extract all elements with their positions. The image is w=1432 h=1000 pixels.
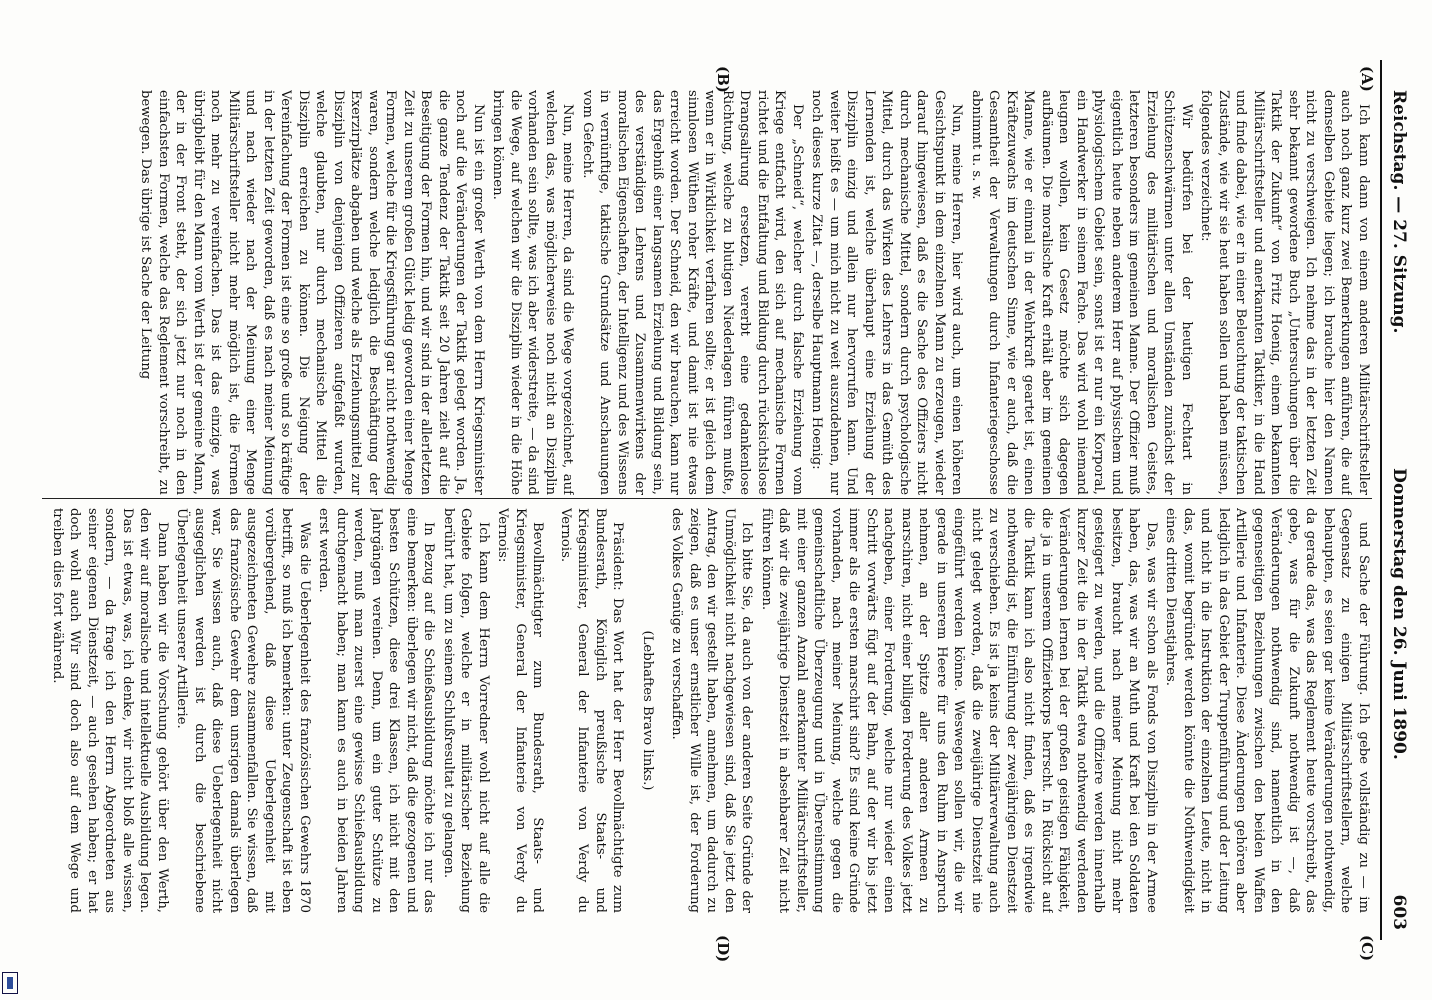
header-rule <box>1380 60 1382 940</box>
paragraph: und Sache der Führung. Ich gebe vollständig zu — im Gegensatz zu einigen Militärschriftstellern, welche behaupten, es seien gar keine Veränderungen nothwendig, da gerade das, was das Reglement heute vorschreibt, das gebe, was für die Zukunft nothwendig ist —, daß Veränderungen nothwendig sind, namentlich in den gegenseitigen Beziehungen zwischen den beiden Waffen Artillerie und Infanterie. Diese Änderungen gehören aber lediglich in das Gebiet der Truppenführung und der Leitung und nicht in die Instruktion der einzelnen Leute, nicht in das, womit begründet werden könnte die Nothwendigkeit eines dritten Dienstjahres. <box>1163 508 1371 913</box>
column-divider <box>42 498 1372 499</box>
margin-marker-a: (A) <box>1358 66 1376 92</box>
left-column <box>42 90 1372 495</box>
paragraph: Ich kann dem Herrn Vorredner wohl nicht auf alle die Gebiete folgen, welche er in militärischer Beziehung berührt hat, um zu seinem Schlußresultat zu gelangen. <box>441 508 491 913</box>
footer-credit <box>0 562 1 1000</box>
paragraph: Das, was wir schon als Fonds von Disziplin in der Armee haben, das, was wir an Muth und Kraft bei den Soldaten besitzen, braucht nach meiner Meinung nicht mehr gesteigert zu werden, und die Offiziere werden innerhalb kurzer Zeit die in der Taktik etwa nothwendig werdenden Veränderungen lernen bei der großen geistigen Fähigkeit, die ja in unserem Offizierkorps herrscht. In Rücksicht auf die Taktik kann ich also nicht finden, daß es irgendwie nothwendig ist, die Einführung der zweijährigen Dienstzeit zu verschieben. Es ist ja keins der Militärverwaltung auch nicht gelegt worden, daß die zweijährige Dienstzeit nie eingeführt werden könne. Weswegen sollen wir, die wir gerade in unserem Heere für uns den Ruhm in Anspruch nehmen, an der Spitze aller anderen Armeen zu marschiren, nicht einer billigen Forderung des Volkes jetzt nachgeben, einer Forderung, welche nur wieder einen Schritt vorwärts fügt auf der Bahn, auf der wir bis jetzt immer als die ersten marschirt sind? Es sind keine Gründe vorhanden, nach meiner Meinung, welche gegen die gemeinschaftliche Überzeugung und in Übereinstimmung mit einer ganzen Anzahl anerkannter Militärschriftsteller, daß wir die zweijährige Dienstzeit in absehbarer Zeit nicht führen können. <box>759 508 1159 913</box>
paragraph: Nun, meine Herren, da sind die Wege vorgezeichnet, auf welchen das, was möglicherweise noch nicht an Disziplin vorhanden sein sollte, was ich aber widerstreite, — da sind die Wege, auf welchen wir die Disziplin wieder in die Höhe bringen können. <box>490 90 576 495</box>
dfg-logo-icon <box>2 972 18 994</box>
page-header <box>1386 90 1412 930</box>
header-date: Donnerstag den 26. Juni 1890. <box>1389 468 1409 760</box>
president-statement: Präsident: Das Wort hat der Herr Bevollmächtigte zum Bundesrath, Königlich preußische Staats- und Kriegsminister, General der Infanterie von Verdy du Vernois. <box>558 508 626 913</box>
paragraph: Ich kann dann von einem anderen Militärschriftsteller auch noch ganz kurz zwei Bemerkungen anführen, die auf demselben Gebiete liegen; ich brauche hier den Namen nicht zu verschweigen. Ich nehme das in der letzten Zeit sehr bekannt gewordene Buch „Untersuchungen über die Taktik der Zukunft“ von Fritz Hoenig, einem bekannten Militärschriftsteller und anerkannten Taktiker, in die Hand und finde dabei, wie er in einer Beleuchtung der taktischen Zustände, wie wir sie heut haben sollen und haben müssen, folgendes verzeichnet: <box>1198 90 1371 495</box>
digitization-footer <box>0 0 18 1000</box>
paragraph: Was die Ueberlegenheit des französischen Gewehrs 1870 betrifft, so muß ich bemerken: unter Zeugenschaft ist eben vorübergehend, daß diese Ueberlegenheit mit ausgezeichneten Gewehre zusammenfallen. Sie wissen, daß das französische Gewehr dem unsrigen damals überlegen war, Sie wissen auch, daß diese Ueberlegenheit nicht ausgeglichen werden ist durch die beschriebene Überlegenheit unserer Artillerie. <box>174 508 312 913</box>
paragraph: In Bezug auf die Schießausbildung möchte ich nur das eine bemerken: überlegen wir nicht, daß die gezogenen und besten Schützen, diese drei Klassen, ich nicht mit den Jahrgängen vereinen. Denn, um ein guter Schütze zu werden, muß man zuerst eine gewisse Schießausbildung durchgemacht haben; man kann es auch in beiden Jahren erst werden. <box>316 508 437 913</box>
quote-paragraph: Der „Schneid“, welcher durch falsche Erziehung vom Kriege entfacht wird, den sich auf mechanische Formen richtet und die Entfaltung und Bildung durch rücksichtslose Drangsalirung ersetzen, vererbt eine gedankenlose Richtung, welche zu blutigen Niederlagen führen mußte, wenn er in Wirklichkeit verfahren sollte; er ist gleich dem sinnlosen Wüthen roher Kräfte, und damit ist nie etwas erreicht worden. Der Schneid, den wir brauchen, kann nur das Ergebniß einer langsamen Erziehung und Bildung sein, des verständigen Lehrens und Zusammenwirkens der moralischen Eigenschaften, der Intelligenz und des Wissens in vernünftige, taktische Grundsätze und Anschauungen vom Gefecht. <box>580 90 805 495</box>
paragraph: Ich bitte Sie, da auch von der anderen Seite Gründe der Unmöglichkeit nicht nachgewiesen sind, daß Sie jetzt den Antrag, den wir gestellt haben, annehmen, um dadurch zu zeigen, daß es unser ernstlicher Wille ist, der Forderung des Volkes Genüge zu verschaffen. <box>669 508 755 913</box>
paragraph: Dann haben wir die Vorschung gehört über den Werth, den wir auf moralische und intellektuelle Ausbildung legen. Das ist etwas, was, ich denke, wir nicht bloß alle wissen, sondern, — da frage ich den Herrn Abgeordneten aus seiner eigenen Dienstzeit, — auch gesehen haben; er hat doch wohl auch Wir sind doch also auf dem Wege und treiben dies fort während. <box>50 508 170 913</box>
right-column <box>42 508 1372 913</box>
margin-marker-b: (B) <box>714 66 732 93</box>
paragraph: Nun, meine Herren, hier wird auch, um einen höheren Gesichtspunkt in dem einzelnen Mann zu erzeugen, wieder darauf hingewiesen, daß es die Sache des Offiziers nicht durch mechanische Mittel, sondern durch psychologische Mittel, durch das Wirken des Lehrers in das Gemüth des Lernenden ist, welche überhaupt eine Erziehung der Disziplin einzig und allein nur hervorrufen kann. Und weiter heißt es — um mich nicht zu weit auszudehnen, nur noch dieses kurze Zitat —, derselbe Hauptmann Hoenig: <box>809 90 965 495</box>
minister-heading: Bevollmächtigter zum Bundesrath, Staats- und Kriegsminister, General der Infanterie von Verdy du Vernois: <box>495 508 546 913</box>
margin-marker-c: (C) <box>1358 935 1376 962</box>
quote-paragraph: Wir bedürfen bei der heutigen Fechtart in Schützenschwärmen unter allen Umständen zunächst der Erziehung des militärischen und moralischen Geistes, letzteren besonders im gemeinen Manne. Der Offizier muß eigentlich heute neben anderem Herr auf physischem und physiologischem Gebiet sein, sonst ist er nur ein Korporal, ein Handwerker in seinem Fache. Das wird wohl niemand leugnen wollen, kein Gesetz möchte sich dagegen aufbäumen. Die moralische Kraft erhält aber im gemeinen Manne, wie er einmal in der Wehrkraft geartet ist, einen Kräftezuwachs im deutschen Sinne, wie er auch, daß die Gesamtheit der Verwaltungen durch Infanteriegeschosse abnimmt u. s. w. <box>969 90 1194 495</box>
margin-marker-d: (D) <box>714 935 732 963</box>
header-left: Reichstag. — 27. Sitzung. <box>1389 90 1409 334</box>
applause-note: (Lebhaftes Bravo links.) <box>640 630 655 791</box>
paragraph: Nun ist ein großer Werth von dem Herrn Kriegsminister noch auf die Veränderungen der Taktik gelegt worden. Ja, die ganze Tendenz der Taktik seit 20 Jahren zielt auf die Beseitigung der Formen hin, und wir sind in der allerletzten Zeit zu unserem großen Glück ledig geworden einer Menge Formen, welche für die Kriegsführung gar nicht nothwendig waren, sondern welche lediglich die Beschäftigung der Exerzirplätze abgaben und welche als Erziehungsmittel zur Disziplin von denjenigen Offizieren aufgefaßt wurden, welche glaubten, nur durch mechanische Mittel die Disziplin erreichen zu können. Die Neigung der Vereinfachung der Formen ist eine so große und so kräftige in der letzten Zeit geworden, daß es nach meiner Meinung und nach wieder nach der Meinung einer Menge Militärschriftsteller nicht mehr möglich ist, die Formen noch mehr zu vereinfachen. Das ist das einzige, was übrigbleibt für den Mann vom Werth ist der gemeine Mann, der in der Front steht, der sich jetzt nur noch in den einfachsten Formen, welche das Reglement vorschreibt, zu bewegen. Das übrige ist Sache der Leitung <box>138 90 486 495</box>
page-number: 603 <box>1389 894 1409 930</box>
